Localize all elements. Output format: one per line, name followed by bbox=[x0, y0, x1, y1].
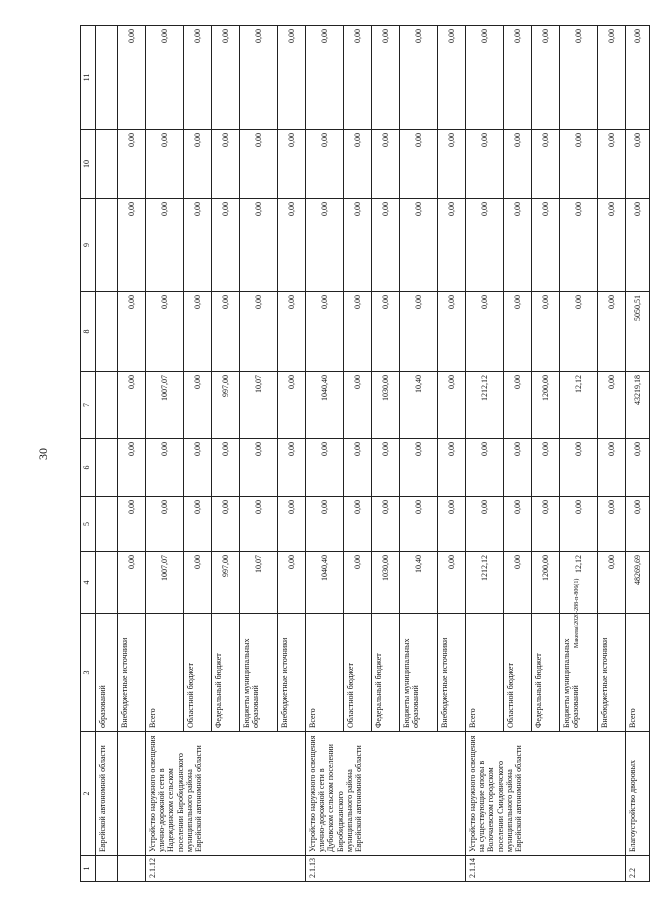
column-number: 9 bbox=[81, 199, 96, 292]
amount-cell: 0,00 bbox=[344, 292, 372, 372]
amount-cell: 0,00 bbox=[184, 199, 212, 292]
funding-source: Федеральный бюджет bbox=[372, 614, 400, 732]
funding-source: Всего bbox=[466, 614, 504, 732]
amount-cell: 0,00 bbox=[504, 497, 532, 552]
funding-source: Федеральный бюджет bbox=[212, 614, 240, 732]
column-number: 4 bbox=[81, 552, 96, 614]
amount-cell: 0,00 bbox=[504, 292, 532, 372]
amount-cell: 0,00 bbox=[438, 372, 466, 439]
amount-cell: 1212,12 bbox=[466, 372, 504, 439]
amount-cell: 10,07 bbox=[240, 372, 278, 439]
amount-cell: 0,00 bbox=[118, 439, 146, 497]
amount-cell: 0,00 bbox=[504, 199, 532, 292]
amount-cell: 0,00 bbox=[438, 199, 466, 292]
column-number: 11 bbox=[81, 26, 96, 130]
amount-cell: 0,00 bbox=[344, 130, 372, 199]
amount-cell: 0,00 bbox=[400, 199, 438, 292]
amount-cell: 0,00 bbox=[466, 439, 504, 497]
amount-cell: 1212,12 bbox=[466, 552, 504, 614]
amount-cell: 0,00 bbox=[146, 497, 184, 552]
amount-cell: 0,00 bbox=[344, 199, 372, 292]
funding-source: Федеральный бюджет bbox=[532, 614, 560, 732]
amount-cell: 0,00 bbox=[212, 199, 240, 292]
amount-cell: 0,00 bbox=[344, 552, 372, 614]
amount-cell: 0,00 bbox=[306, 26, 344, 130]
amount-cell: 12,12 bbox=[560, 372, 598, 439]
amount-cell: 0,00 bbox=[344, 497, 372, 552]
amount-cell: 0,00 bbox=[184, 292, 212, 372]
funding-source: Бюджеты муниципальных образований bbox=[400, 614, 438, 732]
amount-cell: 0,00 bbox=[184, 26, 212, 130]
amount-cell: 0,00 bbox=[560, 199, 598, 292]
amount-cell: 0,00 bbox=[240, 292, 278, 372]
amount-cell: 0,00 bbox=[372, 199, 400, 292]
column-number: 7 bbox=[81, 372, 96, 439]
amount-cell: 0,00 bbox=[598, 497, 626, 552]
amount-cell: 1200,00 bbox=[532, 372, 560, 439]
amount-cell: 0,00 bbox=[118, 497, 146, 552]
amount-cell: 0,00 bbox=[146, 199, 184, 292]
amount-cell: 0,00 bbox=[598, 439, 626, 497]
amount-cell: 0,00 bbox=[240, 26, 278, 130]
amount-cell: 0,00 bbox=[532, 497, 560, 552]
amount-cell: 0,00 bbox=[372, 130, 400, 199]
amount-cell: 0,00 bbox=[560, 292, 598, 372]
amount-cell: 0,00 bbox=[466, 26, 504, 130]
funding-source: Областной бюджет bbox=[344, 614, 372, 732]
column-number: 5 bbox=[81, 497, 96, 552]
amount-cell: 0,00 bbox=[598, 552, 626, 614]
amount-cell: 0,00 bbox=[278, 130, 306, 199]
amount-cell: 0,00 bbox=[626, 439, 650, 497]
amount-cell: 12,12 bbox=[560, 552, 598, 614]
column-number: 3 bbox=[81, 614, 96, 732]
document-footer: Макеева\2020-288-п-806(1) bbox=[574, 578, 580, 648]
amount-cell: 0,00 bbox=[212, 497, 240, 552]
amount-cell: 0,00 bbox=[278, 26, 306, 130]
funding-source: Всего bbox=[626, 614, 650, 732]
amount-cell: 0,00 bbox=[344, 372, 372, 439]
table-row bbox=[118, 26, 146, 882]
amount-cell: 0,00 bbox=[212, 439, 240, 497]
amount-cell: 0,00 bbox=[306, 439, 344, 497]
funding-source: образований bbox=[96, 614, 118, 732]
amount-cell: 0,00 bbox=[438, 130, 466, 199]
funding-source: Бюджеты муниципальных образований bbox=[560, 614, 598, 732]
page-number: 30 bbox=[36, 448, 50, 460]
amount-cell: 0,00 bbox=[146, 26, 184, 130]
amount-cell: 0,00 bbox=[240, 199, 278, 292]
amount-cell: 0,00 bbox=[560, 26, 598, 130]
amount-cell: 0,00 bbox=[278, 199, 306, 292]
amount-cell: 0,00 bbox=[504, 26, 532, 130]
table-row bbox=[96, 26, 118, 882]
amount-cell: 0,00 bbox=[118, 372, 146, 439]
amount-cell: 0,00 bbox=[504, 552, 532, 614]
item-description bbox=[118, 732, 146, 856]
amount-cell: 0,00 bbox=[212, 26, 240, 130]
amount-cell: 0,00 bbox=[184, 130, 212, 199]
item-number: 2.1.14 bbox=[466, 856, 626, 882]
amount-cell: 1200,00 bbox=[532, 552, 560, 614]
amount-cell: 0,00 bbox=[278, 497, 306, 552]
item-description: Устройство наружного освещения на существующие опоры в Волочаевском городском поселении Смидовичского муниципального района Еврейской автономной области bbox=[466, 732, 626, 856]
amount-cell: 0,00 bbox=[278, 552, 306, 614]
amount-cell: 0,00 bbox=[118, 199, 146, 292]
amount-cell: 0,00 bbox=[184, 439, 212, 497]
amount-cell: 0,00 bbox=[146, 439, 184, 497]
funding-source: Внебюджетные источники bbox=[438, 614, 466, 732]
item-number: 2.1.13 bbox=[306, 856, 466, 882]
amount-cell: 0,00 bbox=[532, 26, 560, 130]
amount-cell bbox=[96, 552, 118, 614]
amount-cell: 0,00 bbox=[438, 552, 466, 614]
amount-cell: 1030,00 bbox=[372, 372, 400, 439]
amount-cell: 0,00 bbox=[372, 26, 400, 130]
item-number bbox=[96, 856, 118, 882]
amount-cell: 43219,18 bbox=[626, 372, 650, 439]
amount-cell: 0,00 bbox=[532, 130, 560, 199]
amount-cell: 0,00 bbox=[626, 199, 650, 292]
amount-cell: 0,00 bbox=[344, 439, 372, 497]
amount-cell: 0,00 bbox=[466, 292, 504, 372]
item-number bbox=[118, 856, 146, 882]
table-row bbox=[626, 26, 650, 882]
amount-cell: 0,00 bbox=[400, 439, 438, 497]
amount-cell: 997,00 bbox=[212, 552, 240, 614]
amount-cell: 0,00 bbox=[212, 130, 240, 199]
amount-cell: 0,00 bbox=[466, 497, 504, 552]
amount-cell bbox=[96, 130, 118, 199]
column-number: 8 bbox=[81, 292, 96, 372]
amount-cell: 0,00 bbox=[560, 439, 598, 497]
amount-cell: 0,00 bbox=[532, 199, 560, 292]
table-row bbox=[306, 26, 344, 882]
item-number: 2.1.12 bbox=[146, 856, 306, 882]
amount-cell: 0,00 bbox=[344, 26, 372, 130]
amount-cell: 0,00 bbox=[240, 439, 278, 497]
amount-cell: 0,00 bbox=[306, 292, 344, 372]
amount-cell bbox=[96, 372, 118, 439]
amount-cell: 0,00 bbox=[598, 130, 626, 199]
item-description: Благоустройство дворовых bbox=[626, 732, 650, 856]
amount-cell: 0,00 bbox=[532, 439, 560, 497]
funding-source: Областной бюджет bbox=[184, 614, 212, 732]
amount-cell: 0,00 bbox=[560, 130, 598, 199]
amount-cell: 0,00 bbox=[598, 372, 626, 439]
amount-cell: 5050,51 bbox=[626, 292, 650, 372]
amount-cell: 1030,00 bbox=[372, 552, 400, 614]
amount-cell bbox=[96, 439, 118, 497]
item-description: Устройство наружного освещения улично-дорожной сети в Дубовском сельском поселении Биробиджанского муниципального района Еврейской автономной области bbox=[306, 732, 466, 856]
amount-cell: 0,00 bbox=[400, 497, 438, 552]
amount-cell: 0,00 bbox=[466, 199, 504, 292]
amount-cell bbox=[96, 497, 118, 552]
amount-cell: 0,00 bbox=[438, 497, 466, 552]
amount-cell: 0,00 bbox=[626, 497, 650, 552]
amount-cell: 0,00 bbox=[372, 497, 400, 552]
amount-cell: 0,00 bbox=[306, 130, 344, 199]
column-number: 1 bbox=[81, 856, 96, 882]
amount-cell: 0,00 bbox=[306, 199, 344, 292]
funding-source: Внебюджетные источники bbox=[278, 614, 306, 732]
amount-cell: 0,00 bbox=[372, 292, 400, 372]
amount-cell: 0,00 bbox=[598, 292, 626, 372]
amount-cell bbox=[96, 199, 118, 292]
amount-cell: 0,00 bbox=[504, 439, 532, 497]
amount-cell: 1040,40 bbox=[306, 372, 344, 439]
amount-cell: 0,00 bbox=[504, 372, 532, 439]
amount-cell: 0,00 bbox=[146, 292, 184, 372]
amount-cell: 0,00 bbox=[118, 130, 146, 199]
column-number: 10 bbox=[81, 130, 96, 199]
amount-cell bbox=[96, 292, 118, 372]
amount-cell: 0,00 bbox=[278, 292, 306, 372]
amount-cell: 0,00 bbox=[118, 26, 146, 130]
amount-cell: 0,00 bbox=[438, 439, 466, 497]
amount-cell: 0,00 bbox=[598, 199, 626, 292]
amount-cell: 0,00 bbox=[598, 26, 626, 130]
amount-cell: 0,00 bbox=[118, 552, 146, 614]
amount-cell: 0,00 bbox=[184, 497, 212, 552]
amount-cell bbox=[96, 26, 118, 130]
funding-source: Всего bbox=[306, 614, 344, 732]
amount-cell: 0,00 bbox=[560, 497, 598, 552]
header-row bbox=[81, 26, 96, 882]
amount-cell: 0,00 bbox=[146, 130, 184, 199]
funding-source: Областной бюджет bbox=[504, 614, 532, 732]
amount-cell: 0,00 bbox=[278, 439, 306, 497]
amount-cell: 0,00 bbox=[240, 497, 278, 552]
budget-table-sheet bbox=[80, 26, 642, 882]
amount-cell: 10,40 bbox=[400, 372, 438, 439]
amount-cell: 0,00 bbox=[212, 292, 240, 372]
amount-cell: 0,00 bbox=[372, 439, 400, 497]
amount-cell: 0,00 bbox=[504, 130, 532, 199]
funding-source: Внебюджетные источники bbox=[598, 614, 626, 732]
amount-cell: 0,00 bbox=[306, 497, 344, 552]
amount-cell: 0,00 bbox=[240, 130, 278, 199]
amount-cell: 0,00 bbox=[438, 26, 466, 130]
table-row bbox=[466, 26, 504, 882]
amount-cell: 0,00 bbox=[184, 552, 212, 614]
amount-cell: 1007,07 bbox=[146, 552, 184, 614]
amount-cell: 0,00 bbox=[532, 292, 560, 372]
amount-cell: 0,00 bbox=[400, 26, 438, 130]
funding-source: Бюджеты муниципальных образований bbox=[240, 614, 278, 732]
amount-cell: 0,00 bbox=[400, 130, 438, 199]
amount-cell: 0,00 bbox=[118, 292, 146, 372]
budget-table bbox=[80, 25, 650, 882]
column-number: 2 bbox=[81, 732, 96, 856]
item-number: 2.2 bbox=[626, 856, 650, 882]
funding-source: Внебюджетные источники bbox=[118, 614, 146, 732]
amount-cell: 0,00 bbox=[626, 130, 650, 199]
amount-cell: 0,00 bbox=[626, 26, 650, 130]
amount-cell: 1040,40 bbox=[306, 552, 344, 614]
amount-cell: 10,07 bbox=[240, 552, 278, 614]
amount-cell: 0,00 bbox=[466, 130, 504, 199]
column-number: 6 bbox=[81, 439, 96, 497]
amount-cell: 0,00 bbox=[400, 292, 438, 372]
amount-cell: 0,00 bbox=[438, 292, 466, 372]
funding-source: Всего bbox=[146, 614, 184, 732]
amount-cell: 997,00 bbox=[212, 372, 240, 439]
item-description: Устройство наружного освещения улично-дорожной сети в Надеждинском сельском поселении Биробиджанского муниципального района Еврейской автономной области bbox=[146, 732, 306, 856]
amount-cell: 0,00 bbox=[278, 372, 306, 439]
amount-cell: 10,40 bbox=[400, 552, 438, 614]
amount-cell: 48269,69 bbox=[626, 552, 650, 614]
amount-cell: 0,00 bbox=[184, 372, 212, 439]
table-row bbox=[146, 26, 184, 882]
item-description: Еврейской автономной области bbox=[96, 732, 118, 856]
amount-cell: 1007,07 bbox=[146, 372, 184, 439]
